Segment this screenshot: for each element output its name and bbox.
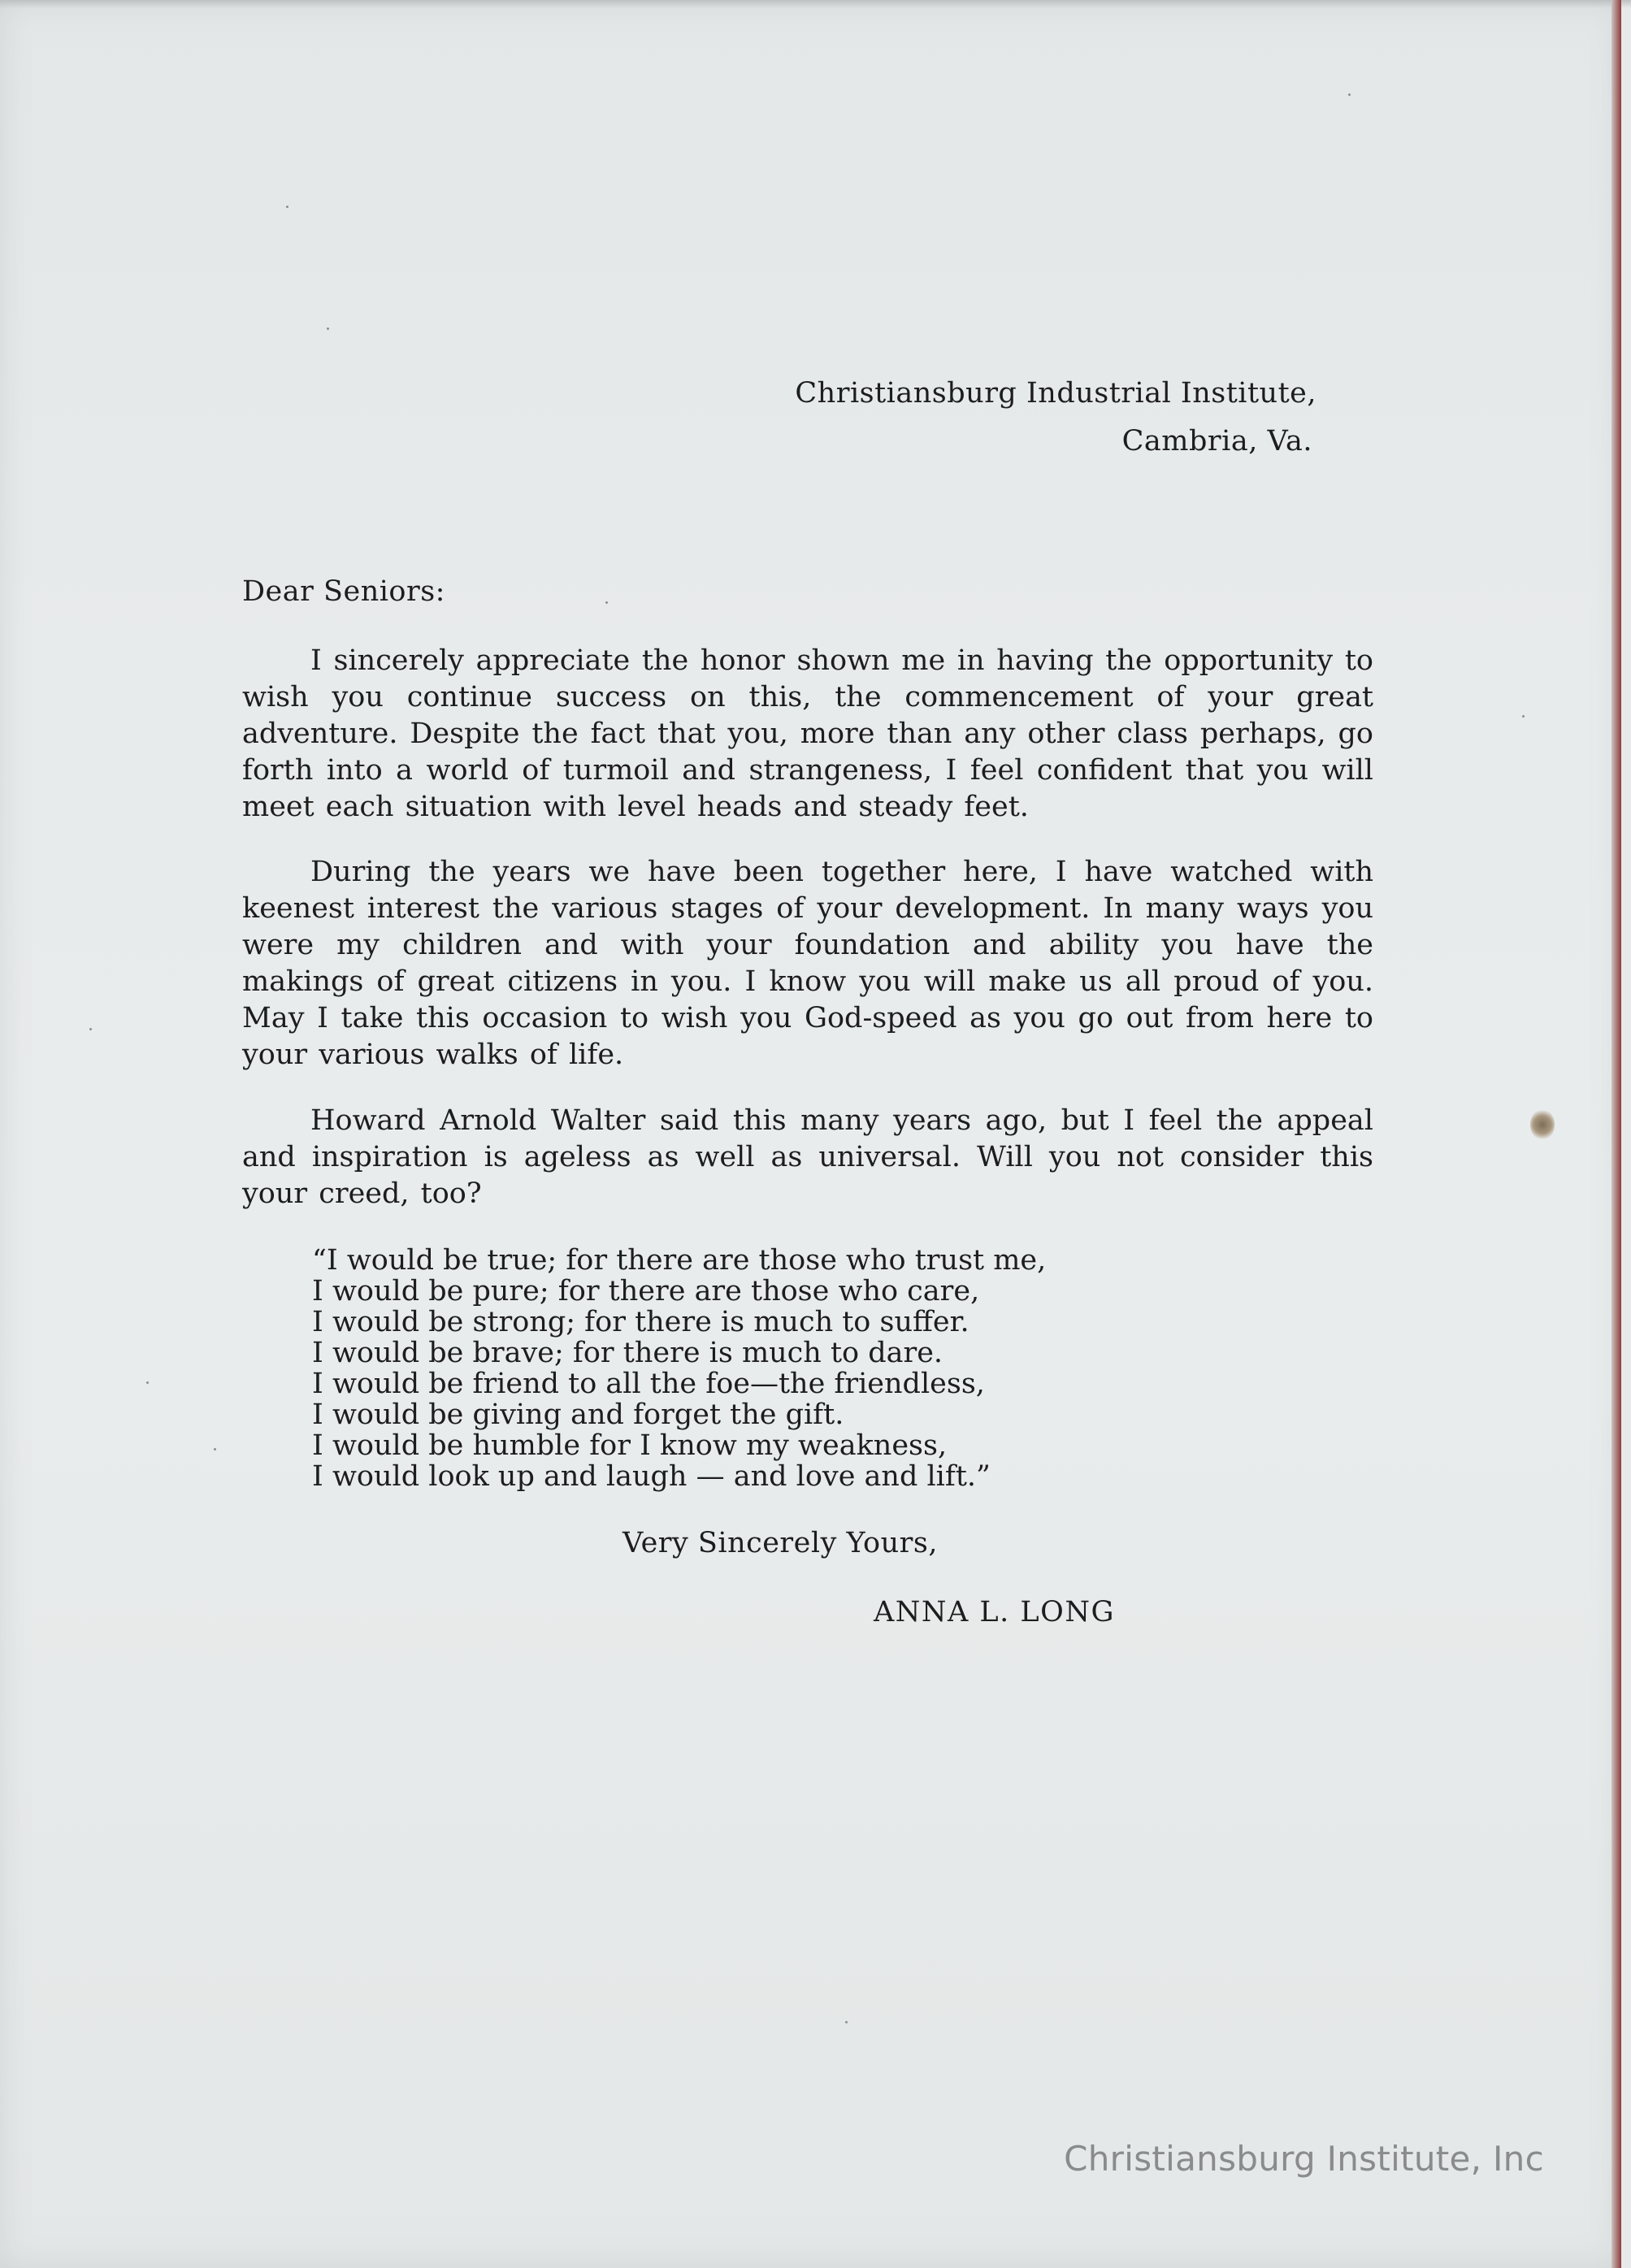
poem-line: I would be strong; for there is much to suffer. xyxy=(312,1306,969,1338)
signature: ANNA L. LONG xyxy=(874,1596,1115,1628)
paper-speck xyxy=(286,206,288,208)
paragraph-2: During the years we have been together here, I have watched with keenest interest the various stages of your development. In many ways you were my children and with your foundation and ability you have the makings of great citizens in you. I know you will make us all proud of you. May I take this occasion to wish you God-speed as you go out from here to your various walks of life. xyxy=(242,856,1373,1071)
paragraph-1: I sincerely appreciate the honor shown me in having the opportunity to wish you continue success on this, the commencement of your great adventure. Despite the fact that you, more than any other class perhaps, go forth into a world of turmoil and strangeness, I feel confident that you will meet each situation with level heads and steady feet. xyxy=(242,644,1373,823)
poem-quote xyxy=(312,1245,1046,1492)
closing: Very Sincerely Yours, xyxy=(622,1527,938,1559)
paper-speck xyxy=(327,327,329,330)
poem-line: I would be humble for I know my weakness, xyxy=(312,1429,948,1462)
page-right-edge xyxy=(1611,0,1621,2268)
paper-speck xyxy=(845,2021,848,2023)
letterhead-institution: Christiansburg Industrial Institute, xyxy=(795,377,1317,410)
poem-line: I would be friend to all the foe—the friendless, xyxy=(312,1368,985,1400)
letterhead-location: Cambria, Va. xyxy=(1121,425,1312,458)
paper-speck xyxy=(89,1028,92,1030)
poem-line: I would be pure; for there are those who care, xyxy=(312,1275,980,1307)
poem-line: I would look up and laugh — and love and lift.” xyxy=(312,1460,991,1493)
paper-speck xyxy=(605,601,608,604)
letterhead xyxy=(795,370,1317,466)
poem-line: I would be brave; for there is much to dare. xyxy=(312,1337,943,1369)
paper-speck xyxy=(146,1381,149,1384)
salutation: Dear Seniors: xyxy=(242,575,445,608)
paper-speck xyxy=(214,1448,216,1451)
paper-stain xyxy=(1530,1109,1555,1140)
poem-line: “I would be true; for there are those who trust me, xyxy=(312,1244,1047,1277)
paper-speck xyxy=(1348,93,1351,96)
poem-line: I would be giving and forget the gift. xyxy=(312,1399,844,1431)
watermark-credit: Christiansburg Institute, Inc xyxy=(1064,2139,1544,2179)
paragraph-3: Howard Arnold Walter said this many years ago, but I feel the appeal and inspiration is ageless as well as universal. Will you not consider this your creed, too? xyxy=(242,1104,1373,1210)
paper-speck xyxy=(1522,715,1525,718)
page-top-edge xyxy=(0,0,1631,8)
